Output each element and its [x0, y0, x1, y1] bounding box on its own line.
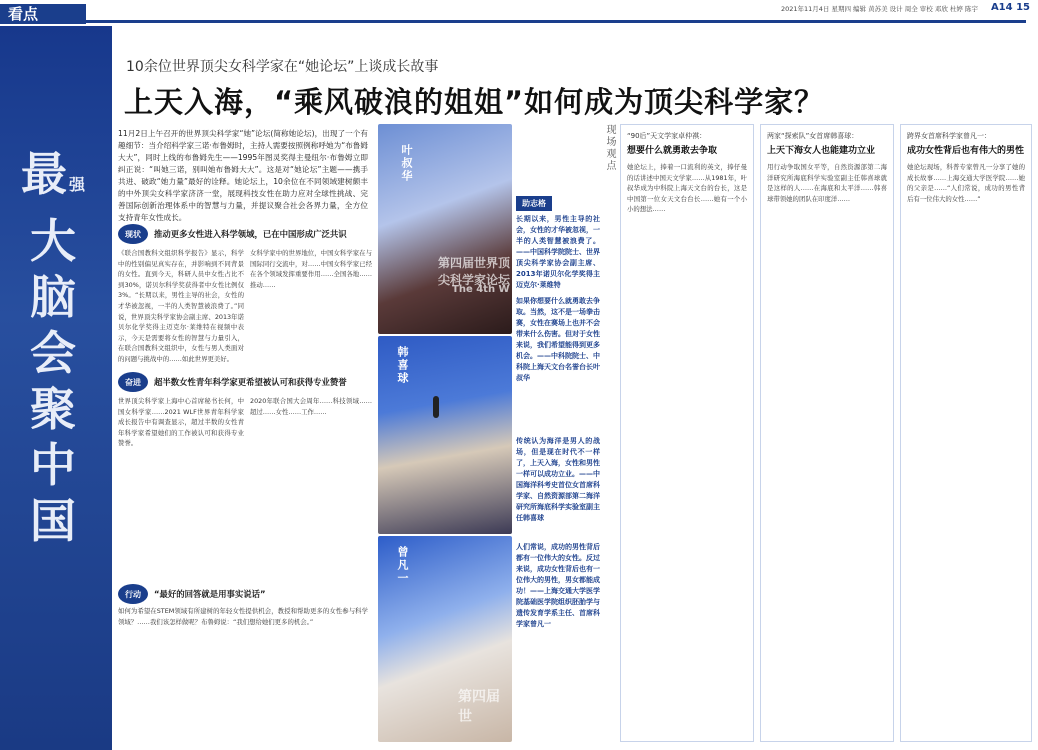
- portrait-photo-zeng: [378, 536, 512, 742]
- lead-paragraph: 11月2日上午召开的世界顶尖科学家“她”论坛(简称她论坛)，出现了一个有趣细节：当介绍科学家三诺·布鲁姆时，主持人需要按照例称呼她为“布鲁姆大大”，同时上线的布鲁姆先生——1995年图灵奖得主曼纽尔·布鲁姆立即纠正说：“叫她三诺，别叫她布鲁姆大大”。这是对“她论坛”主题——携手共进、破政“她力量”最好的诠释。她论坛上，10余位在不同领域建树颇丰的中外顶尖女科学家济济一堂，展现科技女性在助力应对全球性挑战、完善国际创新治理体系中的智慧与力量，并提议聚合社会各界力量，全方位支持青年女性成长。: [118, 129, 368, 222]
- section-title: “最好的回答就是用事实说话”: [154, 589, 266, 599]
- vertical-char: 会: [30, 326, 78, 380]
- article-column: 《联合国教科文组织科学报告》显示，科学中的性别偏见真实存在，并影响到不同背景的女性。直到今天，科研人员中女性占比不到30%，诺贝尔科学奖获得者中女性比例仅3%。“长期以来，男性主导的社会，女性的才华被忽视，一半的人类智慧被浪费了。”同说，世界顶尖科学家协会副主席、2013年诺贝尔化学奖得主迈克尔·莱维特在视频中表示，今天是需要将女性的智慧与力量引入，在联合国教科文组织中，女性与男人类面对的问题与挑战中的……如此世界更美好。: [118, 249, 244, 363]
- quote-block: 人们常说，成功的男性背后都有一位伟大的女性。反过来说，成功女性背后也有一位伟大的男性，男女都能成功！——上海交通大学医学院基础医学院组织胚胎学与遗传发育学系主任、首席科学家曾凡一: [516, 543, 600, 628]
- kicker: 10余位世界顶尖女科学家在“她论坛”上谈成长故事: [126, 59, 439, 75]
- top-bar: [0, 0, 1038, 26]
- photo-caption-name: 叶叔华: [400, 144, 413, 183]
- section-masthead: 看点: [0, 4, 86, 24]
- photo-banner-text: 第四届世: [458, 689, 500, 725]
- section-heading-progress: [118, 372, 347, 392]
- vertical-char: 大: [30, 214, 78, 268]
- portrait-photo-han: [378, 336, 512, 534]
- section-badge: 奋进: [118, 372, 148, 392]
- page-number: A14 15: [990, 2, 1030, 13]
- photo-banner-text: 第四届世界顶尖科学家论坛: [438, 256, 511, 287]
- quote-block: 传统认为海洋是男人的战场，但是现在时代不一样了，上天入海，女性和男性一样可以成功立业。——中国海洋科考史首位女首席科学家、自然资源部第二海洋研究所海底科学实验室副主任韩喜球: [516, 437, 600, 522]
- masthead-rule: [86, 20, 1026, 23]
- article-column: 女科学家中的世界地位，中国女科学家在与国际同行交流中，对……中国女科学家已经在各个领域发挥重要作用……全国各地……推动……: [250, 249, 372, 289]
- vertical-char: 中: [30, 438, 78, 492]
- story-box-body: 用行动争取国女平等，自然资源部第二海洋研究所海底科学实验室副主任韩喜球就是这样的人……在海底和太平洋……韩喜球带领她的团队在印度洋……: [767, 163, 887, 203]
- article-column: 2020年联合国大会周年……科技领域……超过……女性……工作……: [250, 397, 372, 416]
- portrait-photo-ye: [378, 124, 512, 334]
- section-vertical-label: 现场观点: [604, 124, 615, 172]
- left-decorative-band: [0, 26, 112, 750]
- vertical-slogan: [14, 146, 94, 549]
- article-column: 如何为希望在STEM领域有所建树的年轻女性提供机会，教授和帮助更多的女性参与科学领域？……我们该怎样做呢？布鲁姆说：“我们想给她们更多的机会。”: [118, 607, 368, 626]
- story-box-subtitle: 跨界女首席科学家曾凡一：: [907, 132, 991, 140]
- photo-caption-name: 韩喜球: [396, 346, 409, 385]
- section-heading-action: [118, 584, 266, 604]
- story-box-body: 她论坛上，捧着一口流利的英文，捧仔曼的话讲述中国天文学家……从1981年，叶叔华成为中科院上海天文台的台长，这是中国第一位女天文台台长……她有一个小小的想法……: [627, 163, 747, 214]
- story-box-3: [900, 124, 1032, 742]
- photo-banner-en: The 4th W: [452, 284, 510, 295]
- photo-caption-name: 曾凡一: [396, 546, 409, 585]
- vertical-char: 最: [20, 147, 69, 201]
- story-box-subtitle: 两家“探索队”女首席韩喜球：: [767, 132, 859, 140]
- quote-block: 如果你想要什么就勇敢去争取。当然，这不是一场拳击赛，女性在赛场上也并不会带来什么伤害。但对于女性来说，我们希望能得到更多机会。——中科院院士、中科院上海天文台名誉台长叶叔华: [516, 297, 600, 382]
- quote-column-label: 助志格: [516, 196, 552, 211]
- story-box-title: 成功女性背后也有伟大的男性: [907, 146, 1025, 156]
- story-box-2: [760, 124, 894, 742]
- story-box-1: [620, 124, 754, 742]
- section-heading-status: [118, 224, 347, 244]
- vertical-char-small: 强: [68, 175, 87, 194]
- vertical-char: 聚: [30, 382, 78, 436]
- dateline: 2021年11月4日 星期四 编辑 黄苏美 设计 周全 审校 邓欣 杜婷 陈宇: [780, 5, 978, 13]
- microphone-icon: [433, 396, 439, 418]
- section-title: 推动更多女性进入科学领域，已在中国形成广泛共识: [154, 229, 347, 239]
- story-box-title: 上天下海女人也能建功立业: [767, 146, 876, 156]
- story-box-title: 想要什么就勇敢去争取: [627, 146, 718, 156]
- article-column: 世界顶尖科学家上海中心首席秘书长何，中国女科学家……2021 WLF世界青年科学家成长报告中有调查显示，超过半数的女性青年科学家希望她们的工作被认可和获得专业赞誉。: [118, 397, 244, 448]
- story-box-subtitle: “90后”天文学家卓仲祺：: [627, 132, 707, 140]
- story-box-body: 她论坛现场，科普专家曾凡一分享了她的成长故事……上海交通大学医学院……她的父亲是……“人们常说，成功的男性背后有一位伟大的女性……”: [907, 163, 1025, 203]
- vertical-char: 国: [30, 494, 78, 548]
- section-badge: 行动: [118, 584, 148, 604]
- section-title: 超半数女性青年科学家更希望被认可和获得专业赞誉: [154, 377, 347, 387]
- section-badge: 现状: [118, 224, 148, 244]
- headline: 上天入海，“乘风破浪的姐姐”如何成为顶尖科学家？: [124, 85, 825, 119]
- vertical-char: 脑: [30, 270, 78, 324]
- quote-block: 长期以来，男性主导的社会，女性的才华被忽视，一半的人类智慧被浪费了。——中国科学院院士、世界顶尖科学家协会副主席、2013年诺贝尔化学奖得主迈克尔·莱维特: [516, 215, 600, 289]
